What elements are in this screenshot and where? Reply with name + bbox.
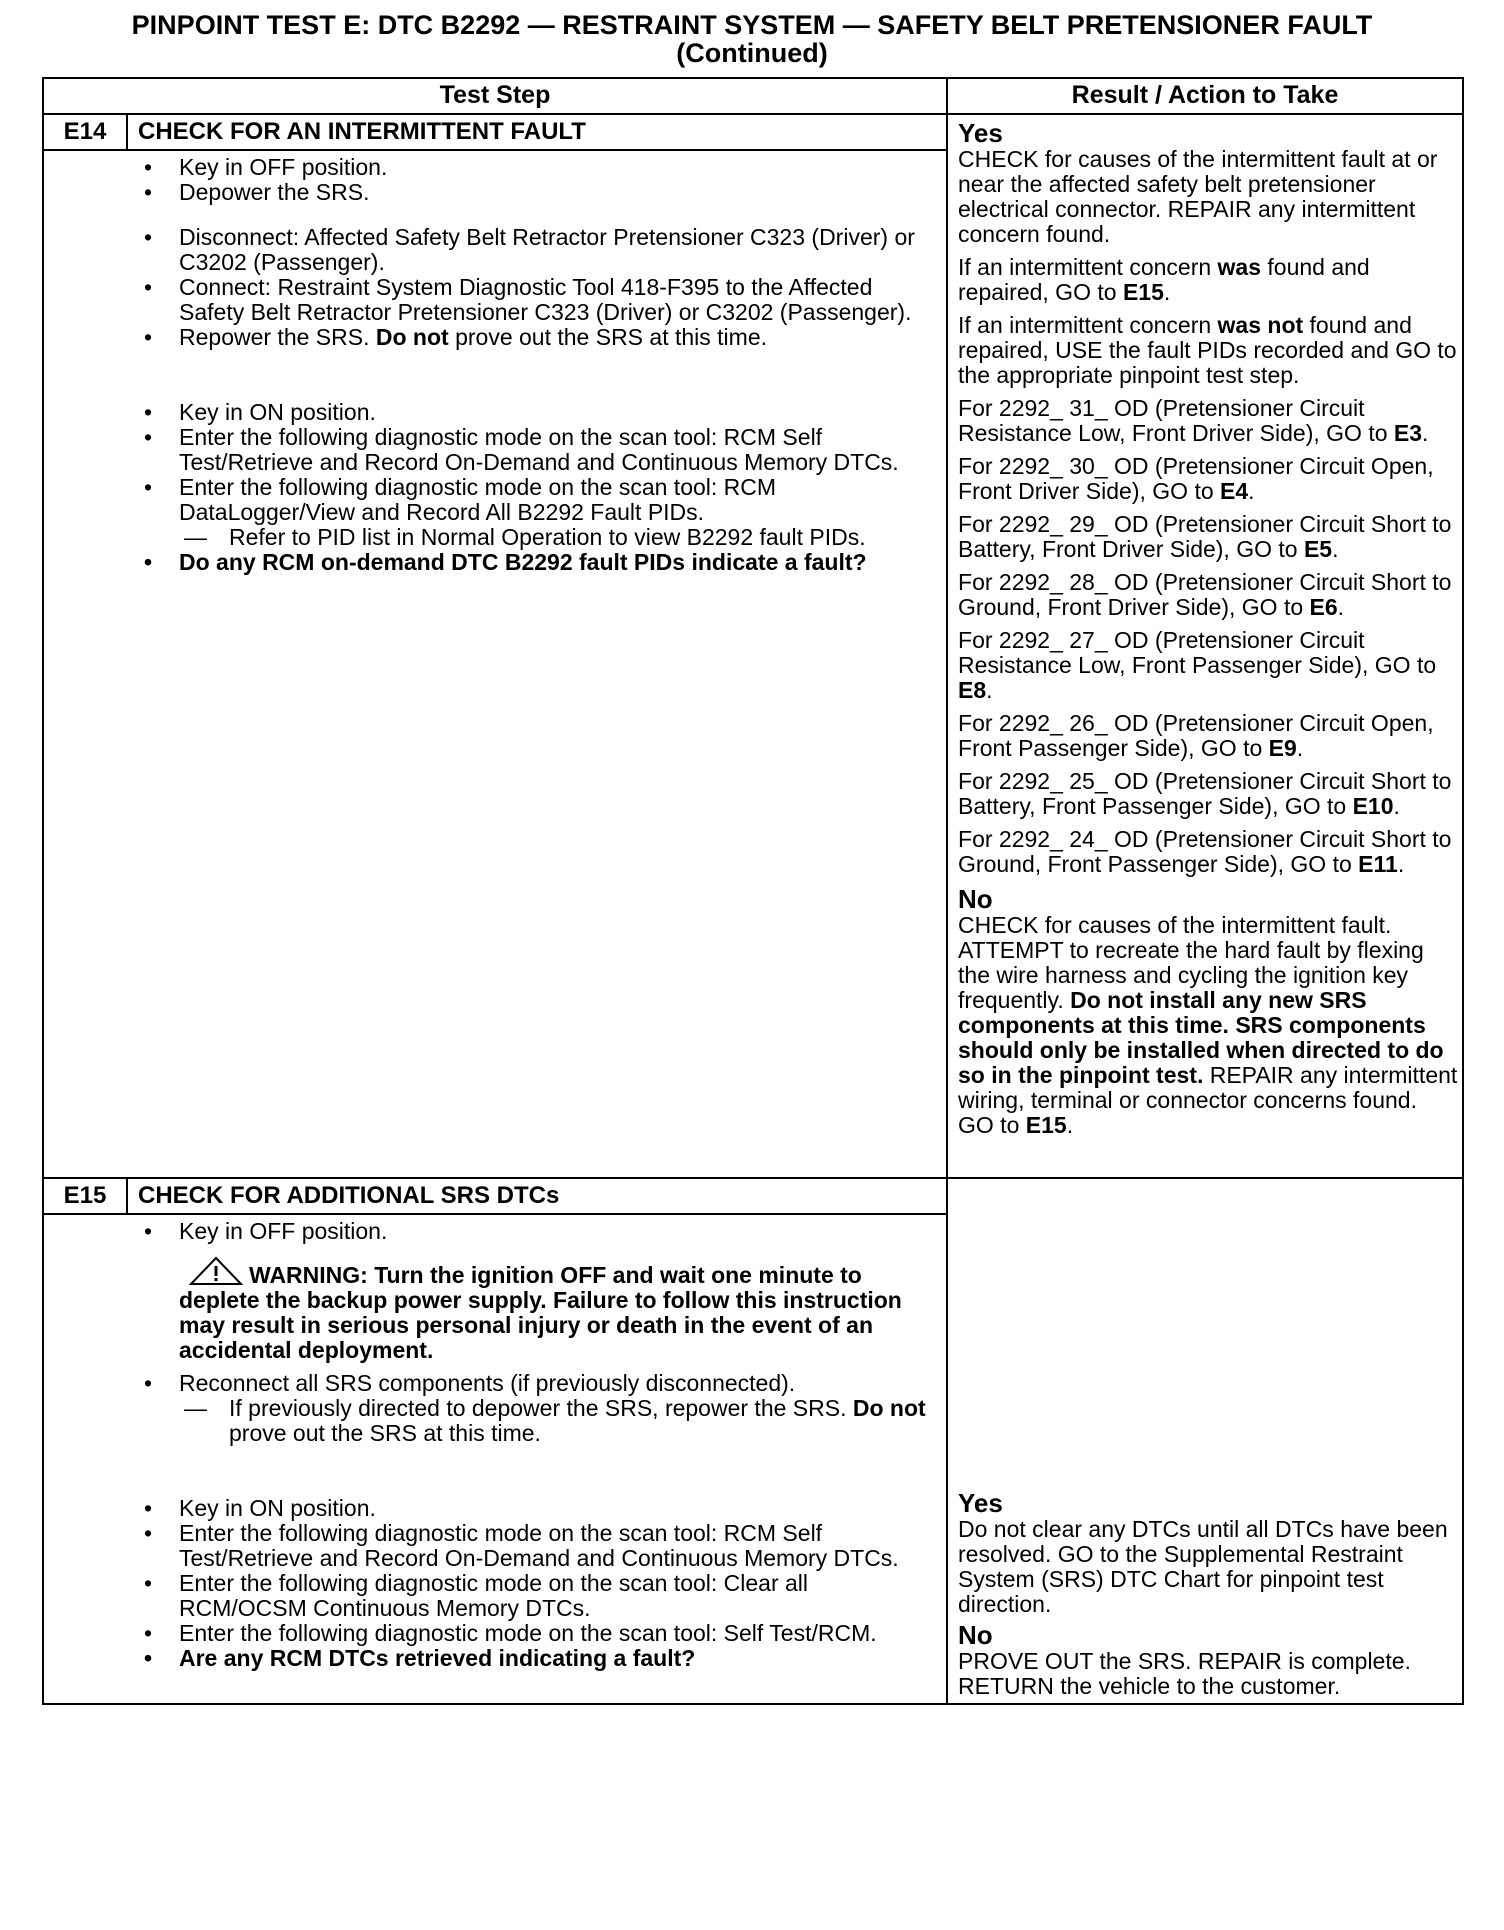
list-item: • Enter the following diagnostic mode on the scan tool: Clear all RCM/OCSM Continuous Memory DTCs. [44, 1571, 946, 1621]
list-item: • Key in OFF position. [44, 155, 946, 180]
step-body-e15 [43, 1214, 947, 1704]
list-item: • Connect: Restraint System Diagnostic Tool 418-F395 to the Affected Safety Belt Retractor Pretensioner C323 (Driver) or C3202 (Passenger). [44, 275, 946, 325]
sub-item: — If previously directed to depower the SRS, repower the SRS. Do not prove out the SRS at this time. [44, 1396, 946, 1446]
no-label: No [958, 1620, 993, 1650]
yes-text: CHECK for causes of the intermittent fault at or near the affected safety belt pretensioner electrical connector. REPAIR any intermittent concern found. [958, 146, 1438, 247]
step-title-e15: CHECK FOR ADDITIONAL SRS DTCs [127, 1178, 947, 1214]
result-cell-e15 [947, 1178, 1463, 1704]
code-action: For 2292_ 30_ OD (Pretensioner Circuit Open, Front Driver Side), GO to E4. [958, 453, 1434, 504]
pinpoint-test-table [42, 77, 1464, 1705]
no-label: No [958, 884, 993, 914]
warning-triangle-icon [189, 1256, 243, 1286]
list-item: • Repower the SRS. Do not prove out the SRS at this time. [44, 325, 946, 350]
result-cell-e14 [947, 114, 1463, 1178]
question: • Do any RCM on-demand DTC B2292 fault PIDs indicate a fault? [44, 550, 946, 575]
result-found-text: If an intermittent concern was found and repaired, GO to E15. [958, 254, 1370, 305]
yes-label: Yes [958, 118, 1003, 148]
step-title-e14: CHECK FOR AN INTERMITTENT FAULT [127, 114, 947, 150]
step-number-e15: E15 [43, 1178, 127, 1214]
step-body-e14 [43, 150, 947, 1178]
list-item: • Reconnect all SRS components (if previously disconnected). [44, 1371, 946, 1396]
list-item: • Key in ON position. [44, 400, 946, 425]
list-item: • Enter the following diagnostic mode on the scan tool: Self Test/RCM. [44, 1621, 946, 1646]
warning-block: WARNING: Turn the ignition OFF and wait one minute to deplete the backup power supply. Failure to follow this instruction may result in serious personal injury or death in the event of an accidental deployment. [44, 1256, 946, 1363]
list-item: • Key in ON position. [44, 1496, 946, 1521]
result-header: Result / Action to Take [947, 78, 1463, 114]
step-number-e14: E14 [43, 114, 127, 150]
code-action: For 2292_ 28_ OD (Pretensioner Circuit Short to Ground, Front Driver Side), GO to E6. [958, 569, 1452, 620]
result-not-found-text: If an intermittent concern was not found and repaired, USE the fault PIDs recorded and GO to the appropriate pinpoint test step. [958, 312, 1457, 388]
code-action: For 2292_ 27_ OD (Pretensioner Circuit Resistance Low, Front Passenger Side), GO to E8. [958, 627, 1437, 703]
no-text: PROVE OUT the SRS. REPAIR is complete. RETURN the vehicle to the customer. [958, 1648, 1411, 1699]
code-action: For 2292_ 29_ OD (Pretensioner Circuit Short to Battery, Front Driver Side), GO to E5. [958, 511, 1452, 562]
list-item: • Enter the following diagnostic mode on the scan tool: RCM Self Test/Retrieve and Record On-Demand and Continuous Memory DTCs. [44, 1521, 946, 1571]
code-action: For 2292_ 24_ OD (Pretensioner Circuit Short to Ground, Front Passenger Side), GO to E11. [958, 826, 1452, 877]
list-item: • Disconnect: Affected Safety Belt Retractor Pretensioner C323 (Driver) or C3202 (Passenger). [44, 225, 946, 275]
question: • Are any RCM DTCs retrieved indicating a fault? [44, 1646, 946, 1671]
no-text: CHECK for causes of the intermittent fault. ATTEMPT to recreate the hard fault by flexing the wire harness and cycling the ignition key frequently. Do not install any new SRS components at this time. SRS components should only be installed when directed to do so in the pinpoint test. REPAIR any intermittent wiring, terminal or connector concerns found. GO to E15. [958, 912, 1458, 1138]
list-item: • Enter the following diagnostic mode on the scan tool: RCM DataLogger/View and Record All B2292 Fault PIDs. [44, 475, 946, 525]
page-title: PINPOINT TEST E: DTC B2292 — RESTRAINT SYSTEM — SAFETY BELT PRETENSIONER FAULT [131, 10, 1373, 40]
test-step-header: Test Step [43, 78, 947, 114]
code-action: For 2292_ 25_ OD (Pretensioner Circuit Short to Battery, Front Passenger Side), GO to E10. [958, 768, 1452, 819]
yes-text: Do not clear any DTCs until all DTCs have been resolved. GO to the Supplemental Restraint System (SRS) DTC Chart for pinpoint test direction. [958, 1516, 1448, 1617]
list-item: • Depower the SRS. [44, 180, 946, 205]
code-action: For 2292_ 31_ OD (Pretensioner Circuit Resistance Low, Front Driver Side), GO to E3. [958, 395, 1429, 446]
yes-label: Yes [958, 1488, 1003, 1518]
list-item: • Enter the following diagnostic mode on the scan tool: RCM Self Test/Retrieve and Record On-Demand and Continuous Memory DTCs. [44, 425, 946, 475]
sub-item: — Refer to PID list in Normal Operation to view B2292 fault PIDs. [44, 525, 946, 550]
list-item: • Key in OFF position. [44, 1219, 946, 1244]
page-subtitle: (Continued) [676, 38, 828, 68]
code-action: For 2292_ 26_ OD (Pretensioner Circuit Open, Front Passenger Side), GO to E9. [958, 710, 1434, 761]
